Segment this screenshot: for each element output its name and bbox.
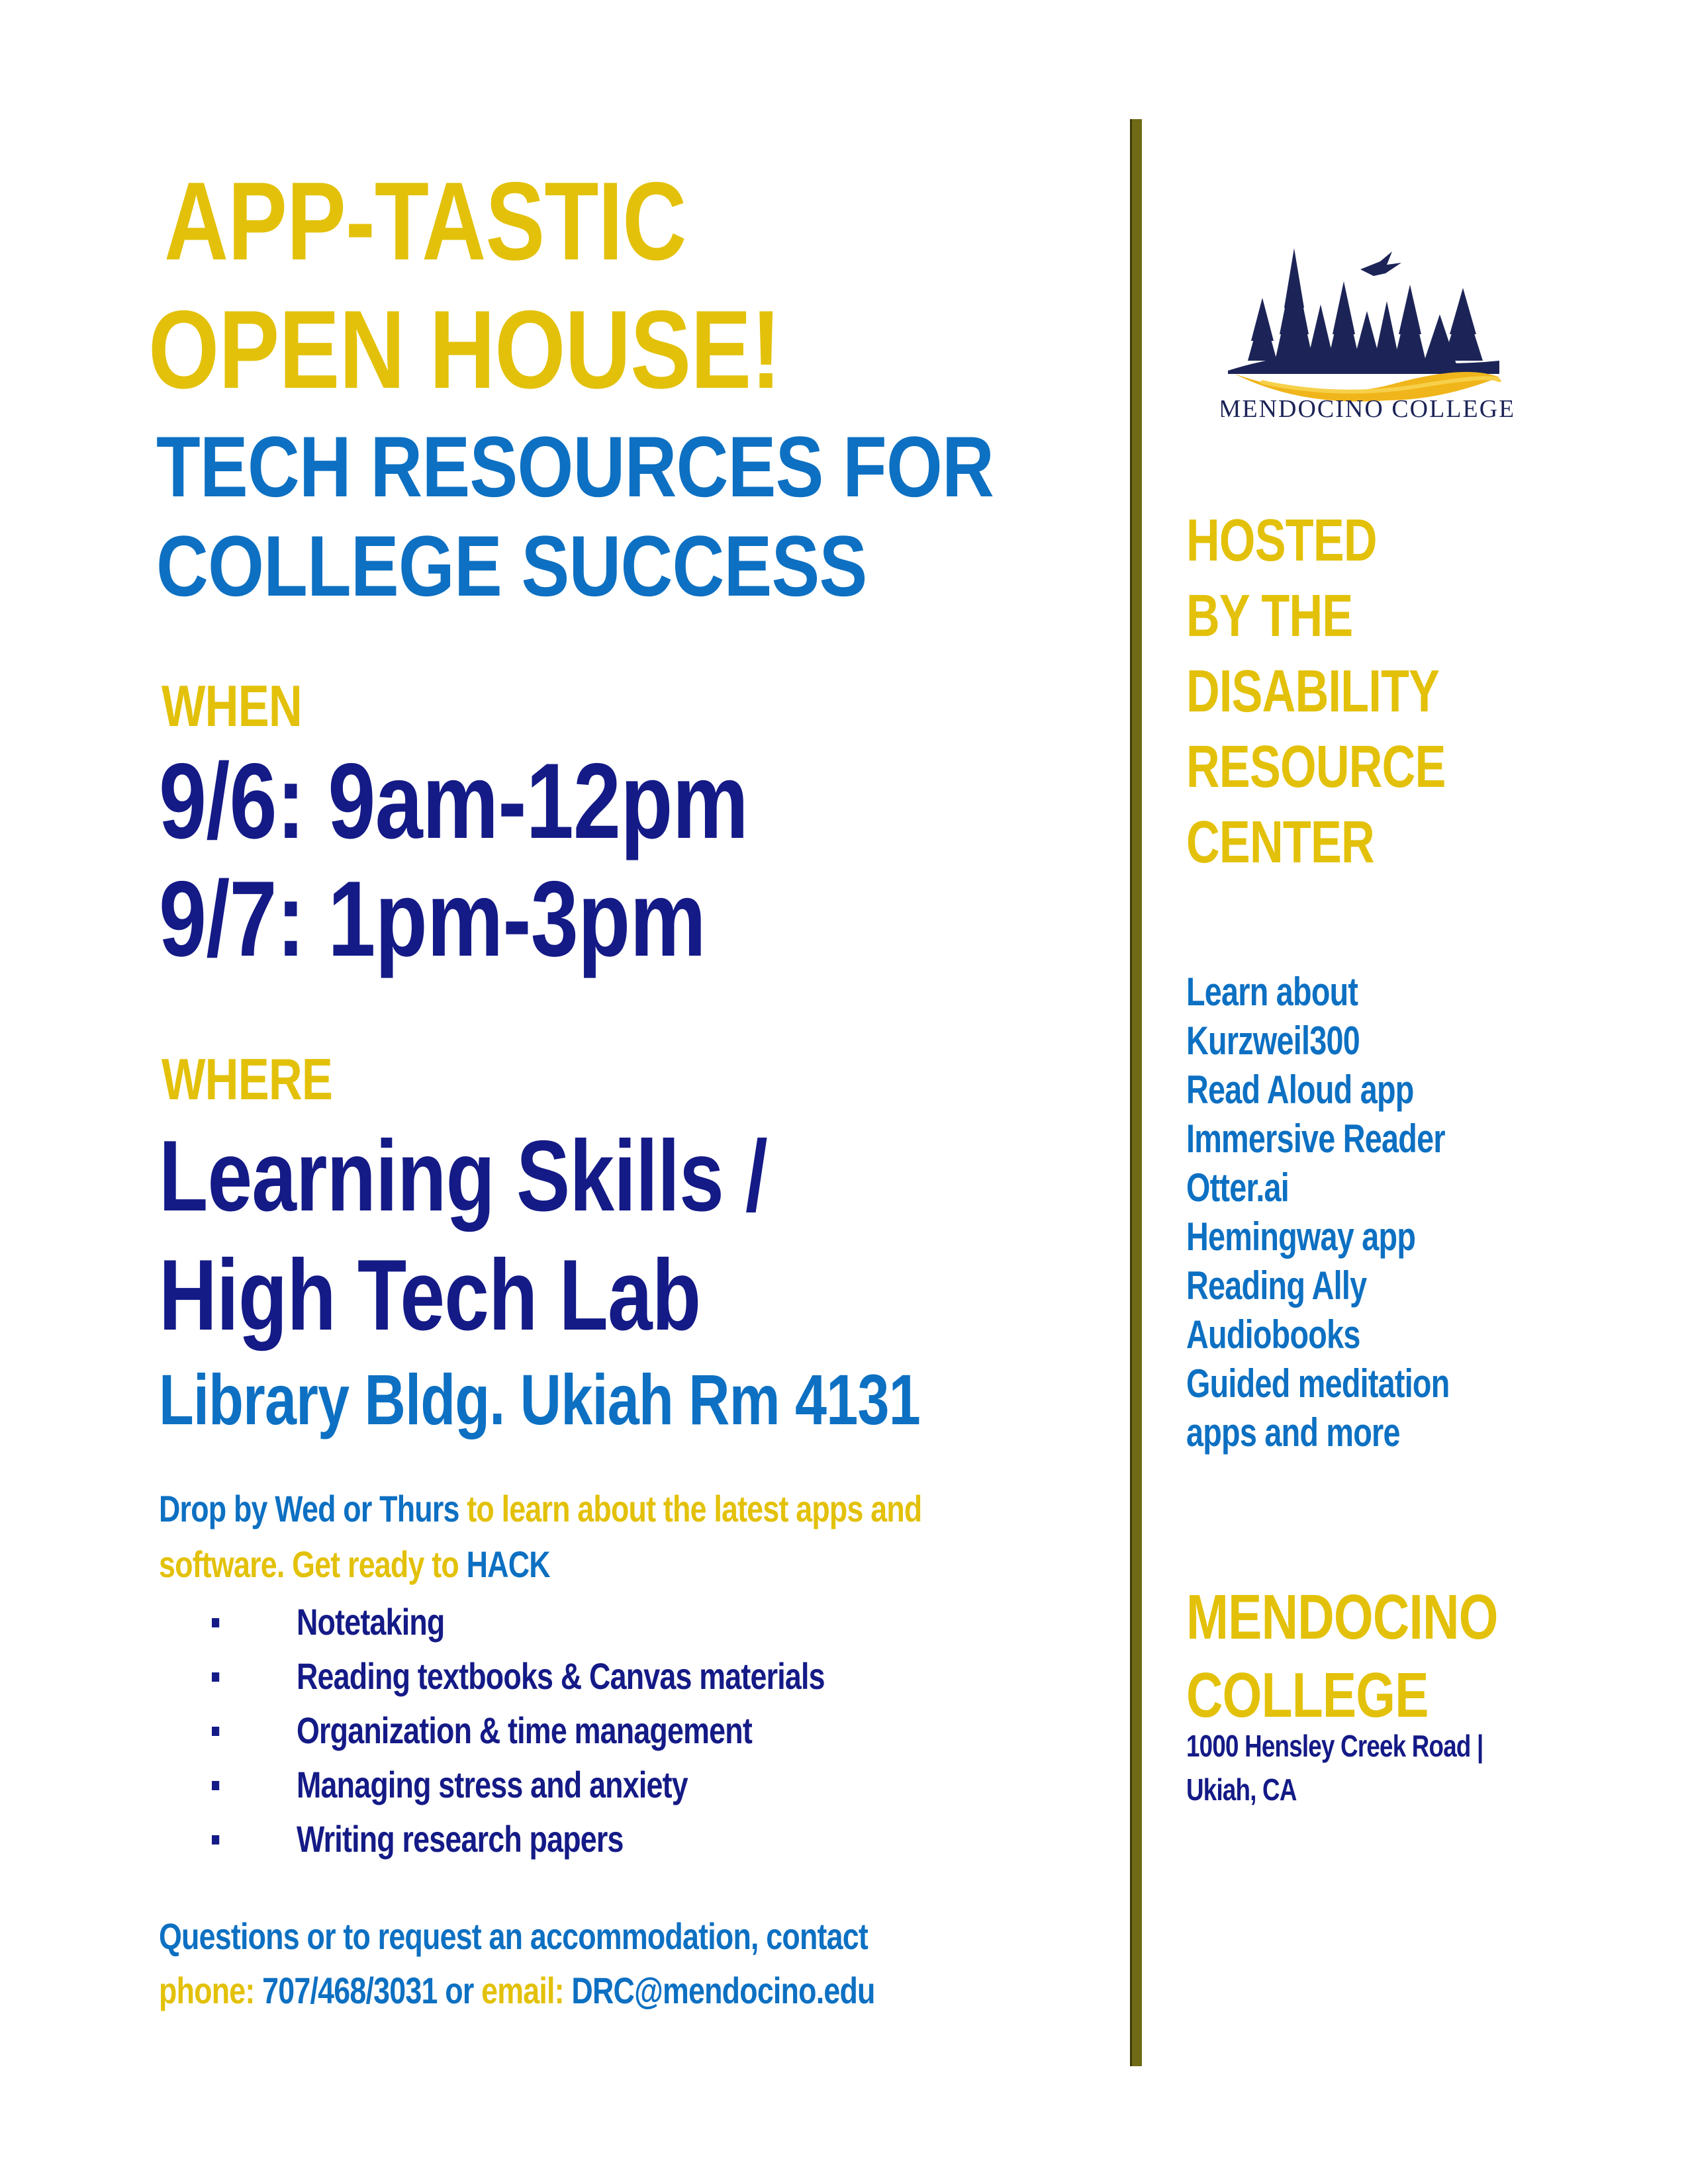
learn-item: Reading Ally bbox=[1186, 1263, 1367, 1308]
hosted-line: DISABILITY bbox=[1186, 659, 1440, 725]
phone-number[interactable]: 707/468/3031 bbox=[262, 1970, 438, 2011]
learn-item: Read Aloud app bbox=[1186, 1068, 1414, 1112]
where-label: WHERE bbox=[162, 1046, 333, 1112]
where-room: Library Bldg. Ukiah Rm 4131 bbox=[159, 1359, 920, 1439]
description-part-3: HACK bbox=[466, 1543, 550, 1585]
learn-item: apps and more bbox=[1186, 1410, 1400, 1455]
list-item bbox=[212, 1758, 825, 1812]
phone-label: phone: bbox=[159, 1970, 263, 2011]
list-item bbox=[212, 1812, 825, 1866]
list-item-label: Notetaking bbox=[297, 1601, 445, 1643]
contact-block bbox=[159, 1909, 875, 2018]
hosted-line: CENTER bbox=[1186, 809, 1374, 876]
where-line-2: High Tech Lab bbox=[159, 1239, 701, 1351]
hosted-line: BY THE bbox=[1186, 583, 1353, 649]
logo-text: MENDOCINO COLLEGE bbox=[1221, 395, 1513, 420]
learn-item: Learn about bbox=[1186, 970, 1358, 1014]
learn-item: Audiobooks bbox=[1186, 1312, 1360, 1357]
college-name-line: MENDOCINO bbox=[1186, 1582, 1498, 1653]
college-address bbox=[1186, 1724, 1483, 1811]
hosted-line: RESOURCE bbox=[1186, 734, 1446, 800]
bullet-icon bbox=[212, 1672, 219, 1682]
bullet-icon bbox=[212, 1618, 219, 1627]
bullet-icon bbox=[212, 1835, 219, 1844]
list-item bbox=[212, 1649, 825, 1704]
learn-item: Immersive Reader bbox=[1186, 1116, 1445, 1161]
learn-list bbox=[1186, 968, 1450, 1457]
when-label: WHEN bbox=[162, 673, 302, 739]
title-line-2: OPEN HOUSE! bbox=[148, 287, 781, 412]
description-part-2: to learn about the latest apps and software. Get ready to bbox=[159, 1488, 922, 1585]
learn-item: Hemingway app bbox=[1186, 1214, 1416, 1259]
learn-item: Otter.ai bbox=[1186, 1165, 1289, 1210]
address-line: 1000 Hensley Creek Road | bbox=[1186, 1729, 1483, 1763]
email-label: email: bbox=[481, 1970, 572, 2011]
when-date-1: 9/6: 9am-12pm bbox=[159, 741, 749, 861]
where-line-1: Learning Skills / bbox=[159, 1120, 767, 1232]
vertical-divider bbox=[1130, 119, 1142, 2066]
trees-eagle-logo-icon bbox=[1221, 235, 1513, 420]
email-link[interactable]: DRC@mendocino.edu bbox=[571, 1970, 875, 2011]
college-logo bbox=[1221, 235, 1513, 420]
list-item-label: Managing stress and anxiety bbox=[297, 1764, 688, 1805]
bullet-icon bbox=[212, 1727, 219, 1736]
hosted-line: HOSTED bbox=[1186, 508, 1377, 574]
subtitle-line-2: COLLEGE SUCCESS bbox=[156, 518, 867, 614]
college-name bbox=[1186, 1578, 1498, 1735]
list-item bbox=[212, 1704, 825, 1758]
description bbox=[159, 1481, 1006, 1592]
list-item-label: Organization & time management bbox=[297, 1709, 752, 1751]
list-item-label: Writing research papers bbox=[297, 1818, 624, 1860]
address-line: Ukiah, CA bbox=[1186, 1772, 1297, 1807]
learn-item: Kurzweil300 bbox=[1186, 1019, 1360, 1063]
hosted-by bbox=[1186, 503, 1446, 880]
list-item bbox=[212, 1595, 825, 1649]
description-part-1: Drop by Wed or Thurs bbox=[159, 1488, 459, 1529]
contact-or: or bbox=[437, 1970, 482, 2011]
bullet-icon bbox=[212, 1781, 219, 1790]
hack-list bbox=[212, 1595, 825, 1866]
subtitle-line-1: TECH RESOURCES FOR bbox=[156, 418, 994, 515]
contact-line-2 bbox=[159, 1964, 875, 2018]
title-line-1: APP-TASTIC bbox=[164, 159, 686, 283]
college-name-line: COLLEGE bbox=[1186, 1660, 1429, 1731]
when-date-2: 9/7: 1pm-3pm bbox=[159, 859, 706, 979]
contact-line-1: Questions or to request an accommodation, contact bbox=[159, 1915, 868, 1957]
list-item-label: Reading textbooks & Canvas materials bbox=[297, 1655, 825, 1697]
learn-item: Guided meditation bbox=[1186, 1361, 1450, 1406]
